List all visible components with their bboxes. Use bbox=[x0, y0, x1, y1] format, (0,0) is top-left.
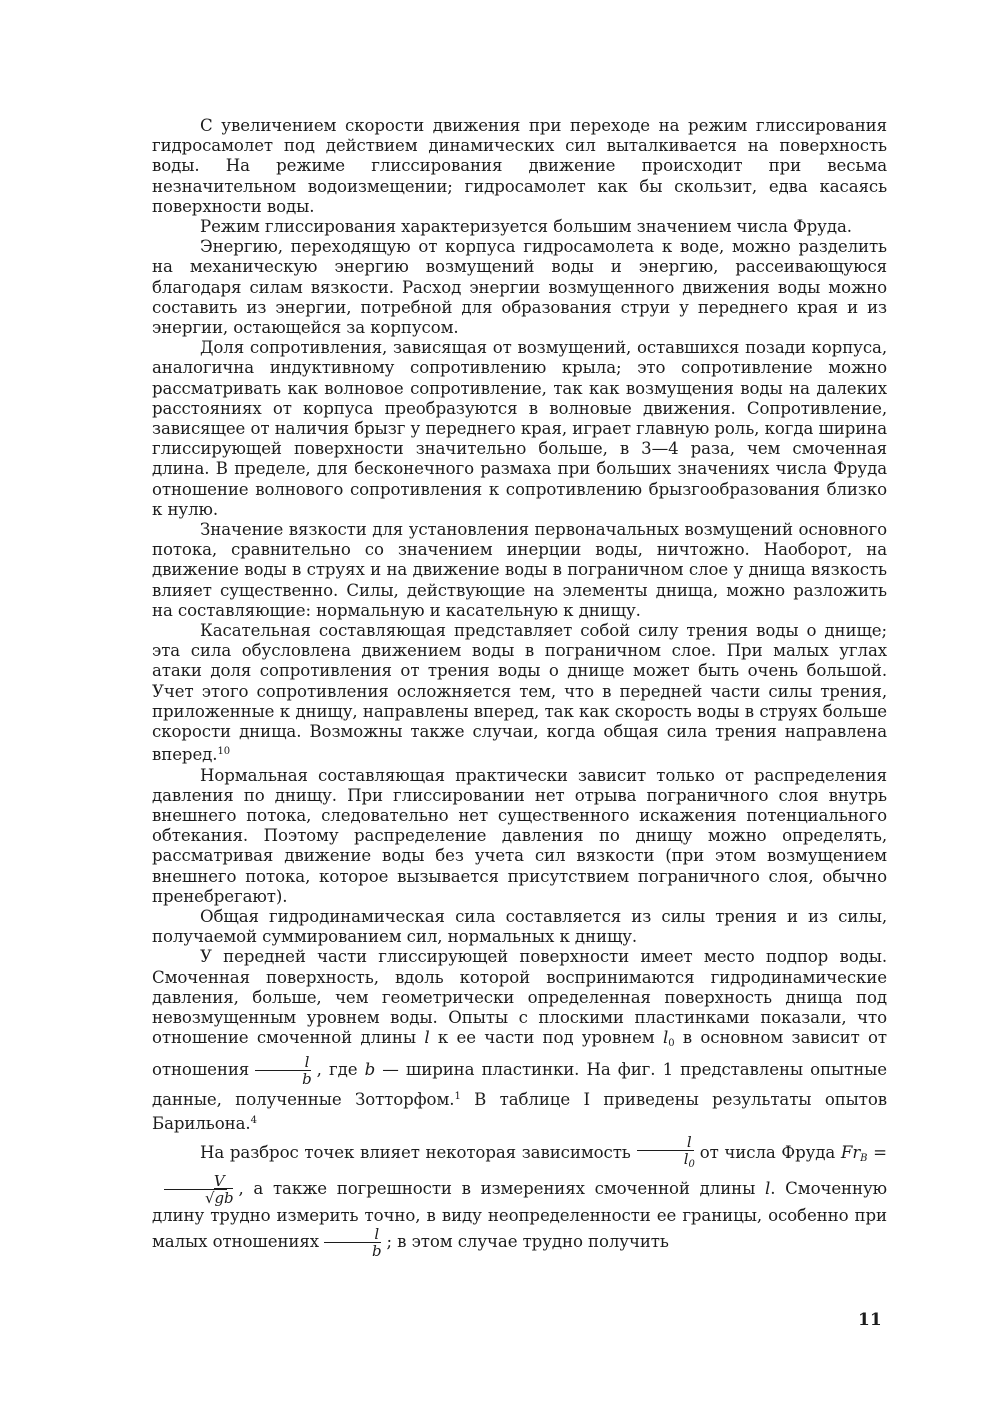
paragraph-10-text-d: . Смоченную длину трудно измерить точно, в виду неопределенности ее границы, особенно при малых отношениях bbox=[152, 1178, 887, 1251]
paragraph-9-text-f: В таблице I приведены результаты опытов Барильона. bbox=[152, 1090, 887, 1133]
paragraph-8: Общая гидродинамическая сила составляется из силы трения и из силы, получаемой суммированием сил, нормальных к днищу. bbox=[152, 906, 887, 947]
body-text bbox=[152, 116, 887, 1259]
paragraph-10-text-e: ; в этом случае трудно получить bbox=[386, 1231, 669, 1251]
paragraph-3: Энергию, переходящую от корпуса гидросамолета к воде, можно разделить на механическую энергию возмущений воды и энергию, рассеивающуюся благодаря силам вязкости. Расход энергии возмущенного движения воды можно составить из энергии, потребной для образования струи у переднего края и из энергии, остающейся за корпусом. bbox=[152, 237, 887, 338]
froude-subscript: B bbox=[860, 1152, 868, 1164]
sqrt-radicand: gb bbox=[214, 1188, 234, 1207]
paragraph-9-text-e: — ширина пластинки. На фиг. 1 представлены опытные данные, полученные Зотторфом. bbox=[152, 1060, 887, 1110]
reference-10: 10 bbox=[217, 746, 230, 758]
paragraph-9-text-b: к ее части под уровнем bbox=[437, 1028, 655, 1048]
paragraph-10-text-b: от числа Фруда bbox=[699, 1142, 836, 1162]
fraction-numerator: V bbox=[164, 1173, 227, 1190]
paragraph-9-text-a: У передней части глиссирующей поверхности имеет место подпор воды. Смоченная поверхность, вдоль которой воспринимаются гидродинамические давления, больше, чем геометрически определенная поверхность днища под невозмущенным уровнем воды. Опыты с плоскими пластинками показали, что отношение смоченной длины bbox=[152, 947, 887, 1048]
paragraph-7: Нормальная составляющая практически зависит только от распределения давления по днищу. При глиссировании нет отрыва пограничного слоя внутрь внешнего потока, следовательно нет существенного искажения потенциального обтекания. Поэтому распределение давления по днищу можно определять, рассматривая движение воды без учета сил вязкости (при этом возмущением внешнего потока, которое вызывается присутствием пограничного слоя, обычно пренебрегают). bbox=[152, 765, 887, 906]
paragraph-4: Доля сопротивления, зависящая от возмущений, оставшихся позади корпуса, аналогична индуктивному сопротивлению крыла; это сопротивление можно рассматривать как волновое сопротивление, так как возмущения воды на далеких расстояниях от корпуса преобразуются в волновые движения. Сопротивление, зависящее от наличия брызг у переднего края, играет главную роль, когда ширина глиссирующей поверхности значительно больше, в 3—4 раза, чем смоченная длина. В пределе, для бесконечного размаха при больших значениях числа Фруда отношение волнового сопротивления к сопротивлению брызгообразования близко к нулю. bbox=[152, 338, 887, 519]
fraction-denominator: b bbox=[372, 1241, 382, 1260]
paragraph-1: С увеличением скорости движения при переходе на режим глиссирования гидросамолет под действием динамических сил выталкивается на поверхность воды. На режиме глиссирования движение происходит при весьма незначительном водоизмещении; гидросамолет как бы скользит, едва касаясь поверхности воды. bbox=[152, 116, 887, 216]
page-number: 11 bbox=[858, 1310, 882, 1330]
fraction-l-over-b bbox=[252, 1054, 314, 1087]
fraction-denominator bbox=[155, 1190, 235, 1206]
symbol-l: l bbox=[424, 1028, 430, 1048]
fraction-numerator: l bbox=[324, 1226, 381, 1243]
fraction-denominator-l: l bbox=[683, 1149, 689, 1168]
fraction-numerator: l bbox=[637, 1134, 694, 1151]
fraction-numerator: l bbox=[255, 1054, 312, 1071]
froude-symbol: Fr bbox=[840, 1142, 861, 1162]
symbol-l0: l bbox=[662, 1028, 669, 1048]
paragraph-10-text-a: На разброс точек влияет некоторая зависимость bbox=[200, 1142, 631, 1162]
equals-sign: = bbox=[873, 1142, 887, 1162]
fraction-denominator: b bbox=[302, 1070, 312, 1089]
sqrt-sign: √ bbox=[205, 1188, 215, 1207]
paragraph-10 bbox=[152, 1134, 887, 1259]
symbol-l: l bbox=[765, 1178, 771, 1198]
paragraph-2: Режим глиссирования характеризуется большим значением числа Фруда. bbox=[200, 217, 852, 237]
paragraph-6 bbox=[152, 621, 887, 765]
fraction-denominator-subscript: 0 bbox=[688, 1158, 695, 1170]
reference-1: 1 bbox=[454, 1091, 461, 1103]
fraction-l-over-b bbox=[322, 1226, 384, 1259]
fraction-v-over-sqrt-gb bbox=[155, 1173, 235, 1206]
paragraph-9 bbox=[152, 947, 887, 1133]
fraction-l-over-l0 bbox=[634, 1134, 697, 1173]
paragraph-5: Значение вязкости для установления первоначальных возмущений основного потока, сравнительно со значением инерции воды, ничтожно. Наоборот, на движение воды в струях и на движение воды в пограничном слое у днища вязкость влияет существенно. Силы, действующие на элементы днища, можно разложить на составляющие: нормальную и касательную к днищу. bbox=[152, 520, 887, 620]
paragraph-9-text-d: , где bbox=[316, 1060, 358, 1080]
reference-4: 4 bbox=[250, 1114, 257, 1126]
symbol-l0-subscript: 0 bbox=[668, 1038, 675, 1050]
paragraph-9-text-c: в основном зависит от отношения bbox=[152, 1028, 888, 1080]
fraction-denominator bbox=[634, 1151, 697, 1173]
paragraph-6-text: Касательная составляющая представляет собой силу трения воды о днище; эта сила обусловлена движением воды в пограничном слое. При малых углах атаки доля сопротивления от трения воды о днище может быть очень большой. Учет этого сопротивления осложняется тем, что в передней части силы трения, приложенные к днищу, направлены вперед, так как скорость воды в струях больше скорости днища. Возможны также случаи, когда общая сила трения направлена вперед. bbox=[152, 621, 887, 765]
paragraph-10-text-c: , а также погрешности в измерениях смоченной длины bbox=[238, 1178, 756, 1198]
symbol-b: b bbox=[364, 1060, 376, 1080]
